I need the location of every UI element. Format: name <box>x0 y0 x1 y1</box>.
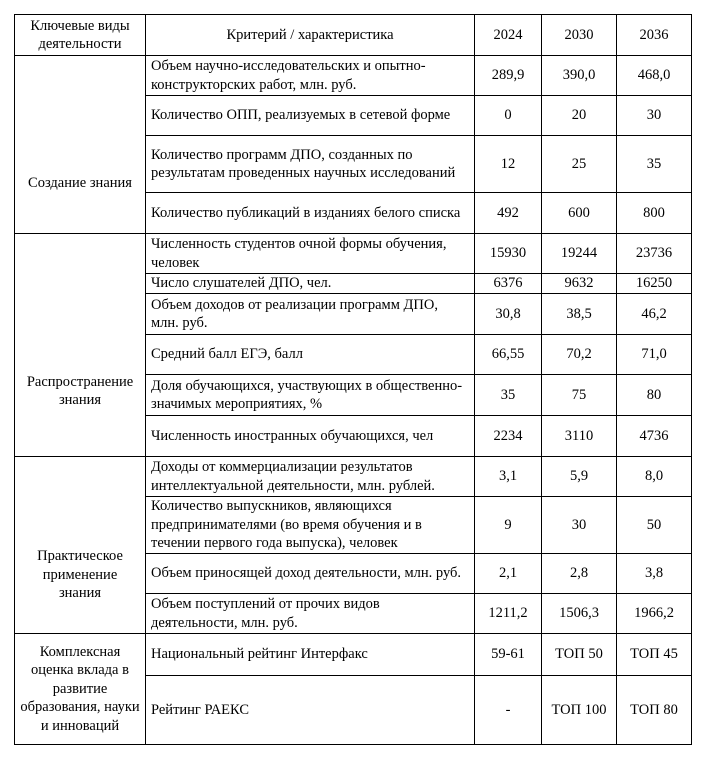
indicators-table <box>14 14 692 745</box>
criterion-cell: Объем доходов от реализации программ ДПО, млн. руб. <box>146 294 475 335</box>
value-2030: 9632 <box>542 274 617 294</box>
value-2024: 3,1 <box>475 457 542 497</box>
value-2024: 2,1 <box>475 554 542 594</box>
criterion-cell: Средний балл ЕГЭ, балл <box>146 335 475 375</box>
criterion-cell: Национальный рейтинг Интерфакс <box>146 634 475 676</box>
value-2030: 600 <box>542 193 617 234</box>
value-2030: 20 <box>542 96 617 136</box>
value-2024: 66,55 <box>475 335 542 375</box>
value-2024: 0 <box>475 96 542 136</box>
criterion-cell: Численность иностранных обучающихся, чел <box>146 416 475 457</box>
value-2036: 71,0 <box>617 335 692 375</box>
value-2024: 59-61 <box>475 634 542 676</box>
value-2036: 46,2 <box>617 294 692 335</box>
value-2030: 25 <box>542 136 617 193</box>
value-2030: 38,5 <box>542 294 617 335</box>
criterion-cell: Объем научно-исследовательских и опытно-конструкторских работ, млн. руб. <box>146 56 475 96</box>
value-2030: 5,9 <box>542 457 617 497</box>
value-2024: 6376 <box>475 274 542 294</box>
value-2036: 4736 <box>617 416 692 457</box>
criterion-cell: Доходы от коммерциализации результатов интеллектуальной деятельности, млн. рублей. <box>146 457 475 497</box>
table-row <box>15 634 692 676</box>
criterion-cell: Количество публикаций в изданиях белого списка <box>146 193 475 234</box>
value-2036: 80 <box>617 375 692 416</box>
value-2024: 9 <box>475 497 542 554</box>
header-year-2030: 2030 <box>542 15 617 56</box>
criterion-cell: Объем поступлений от прочих видов деятельности, млн. руб. <box>146 594 475 634</box>
value-2024: 12 <box>475 136 542 193</box>
value-2030: 390,0 <box>542 56 617 96</box>
criterion-cell: Численность студентов очной формы обучения, человек <box>146 234 475 274</box>
value-2036: 35 <box>617 136 692 193</box>
value-2036: 3,8 <box>617 554 692 594</box>
value-2036: 1966,2 <box>617 594 692 634</box>
value-2030: 1506,3 <box>542 594 617 634</box>
value-2024: 2234 <box>475 416 542 457</box>
value-2036: 8,0 <box>617 457 692 497</box>
criterion-cell: Число слушателей ДПО, чел. <box>146 274 475 294</box>
value-2036: 23736 <box>617 234 692 274</box>
value-2030: 3110 <box>542 416 617 457</box>
header-criterion: Критерий / характеристика <box>146 15 475 56</box>
value-2024: 35 <box>475 375 542 416</box>
value-2036: 16250 <box>617 274 692 294</box>
value-2030: 2,8 <box>542 554 617 594</box>
criterion-cell: Количество программ ДПО, созданных по результатам проведенных научных исследований <box>146 136 475 193</box>
value-2024: 1211,2 <box>475 594 542 634</box>
value-2024: 15930 <box>475 234 542 274</box>
value-2024: 492 <box>475 193 542 234</box>
value-2036: 50 <box>617 497 692 554</box>
table-row <box>15 457 692 497</box>
header-activity: Ключевые виды деятельности <box>15 15 146 56</box>
value-2024: 289,9 <box>475 56 542 96</box>
value-2036: 800 <box>617 193 692 234</box>
value-2036: 468,0 <box>617 56 692 96</box>
criterion-cell: Количество ОПП, реализуемых в сетевой форме <box>146 96 475 136</box>
criterion-cell: Объем приносящей доход деятельности, млн. руб. <box>146 554 475 594</box>
criterion-cell: Доля обучающихся, участвующих в общественно-значимых мероприятиях, % <box>146 375 475 416</box>
group-knowledge-dissemination: Распространение знания <box>15 234 146 457</box>
group-complex-assessment: Комплексная оценка вклада в развитие образования, науки и инноваций <box>15 634 146 745</box>
table-row <box>15 234 692 274</box>
value-2030: 19244 <box>542 234 617 274</box>
value-2036: ТОП 80 <box>617 676 692 745</box>
value-2024: 30,8 <box>475 294 542 335</box>
criterion-cell: Рейтинг РАЕКС <box>146 676 475 745</box>
value-2030: ТОП 50 <box>542 634 617 676</box>
criterion-cell: Количество выпускников, являющихся предпринимателями (во время обучения и в течении первого года выпуска), человек <box>146 497 475 554</box>
group-knowledge-application: Практическое применение знания <box>15 457 146 634</box>
group-knowledge-creation: Создание знания <box>15 56 146 234</box>
value-2036: ТОП 45 <box>617 634 692 676</box>
header-row <box>15 15 692 56</box>
value-2030: 70,2 <box>542 335 617 375</box>
value-2030: 75 <box>542 375 617 416</box>
value-2030: ТОП 100 <box>542 676 617 745</box>
value-2024: - <box>475 676 542 745</box>
value-2036: 30 <box>617 96 692 136</box>
header-year-2024: 2024 <box>475 15 542 56</box>
table-row <box>15 56 692 96</box>
value-2030: 30 <box>542 497 617 554</box>
header-year-2036: 2036 <box>617 15 692 56</box>
